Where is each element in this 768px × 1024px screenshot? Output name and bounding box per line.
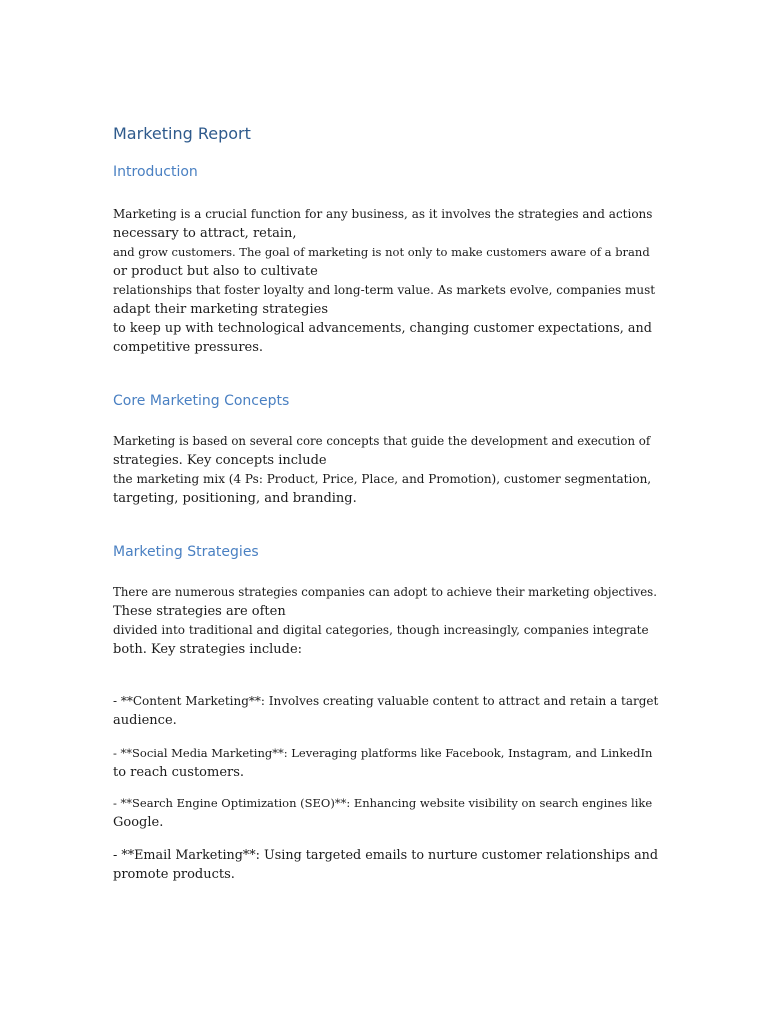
paragraph-line: strategies. Key concepts include (113, 453, 327, 468)
paragraph-line: competitive pressures. (113, 340, 264, 355)
paragraph-line: the marketing mix (4 Ps: Product, Price, Place, and Promotion), customer segmentation, (113, 472, 652, 486)
paragraph-line: both. Key strategies include: (113, 642, 303, 657)
list-item-line: to reach customers. (113, 765, 245, 780)
list-item-line: - **Social Media Marketing**: Leveraging platforms like Facebook, Instagram, and LinkedIn (113, 746, 653, 760)
list-item-seo (113, 794, 658, 832)
paragraph-line: relationships that foster loyalty and long-term value. As markets evolve, companies must (113, 283, 656, 297)
paragraph-line: to keep up with technological advancements, changing customer expectations, and (113, 321, 652, 336)
list-item-line: audience. (113, 713, 177, 728)
paragraph-line: These strategies are often (113, 604, 286, 619)
paragraph-line: or product but also to cultivate (113, 264, 318, 279)
paragraph-marketing-strategies (113, 583, 658, 659)
list-item-email-marketing (113, 846, 658, 884)
list-item-social-media-marketing (113, 744, 658, 782)
paragraph-line: Marketing is a crucial function for any business, as it involves the strategies and actions (113, 207, 653, 221)
paragraph-line: necessary to attract, retain, (113, 226, 297, 241)
list-item-line: - **Content Marketing**: Involves creating valuable content to attract and retain a target (113, 694, 659, 708)
paragraph-line: There are numerous strategies companies can adopt to achieve their marketing objectives. (113, 585, 657, 599)
paragraph-line: adapt their marketing strategies (113, 302, 328, 317)
paragraph-introduction (113, 205, 658, 357)
heading-marketing-strategies: Marketing Strategies (113, 544, 259, 560)
list-item-line: - **Email Marketing**: Using targeted emails to nurture customer relationships and (113, 848, 659, 863)
heading-core-marketing-concepts: Core Marketing Concepts (113, 393, 290, 409)
paragraph-line: and grow customers. The goal of marketing is not only to make customers aware of a brand (113, 245, 650, 259)
heading-introduction: Introduction (113, 164, 198, 180)
paragraph-line: targeting, positioning, and branding. (113, 491, 357, 506)
list-item-line: - **Search Engine Optimization (SEO)**: Enhancing website visibility on search engines like (113, 796, 653, 810)
list-item-content-marketing (113, 692, 658, 730)
document-title: Marketing Report (113, 124, 251, 143)
list-item-line: promote products. (113, 867, 235, 882)
paragraph-line: Marketing is based on several core concepts that guide the development and execution of (113, 434, 651, 448)
list-item-line: Google. (113, 815, 164, 830)
paragraph-line: divided into traditional and digital categories, though increasingly, companies integrate (113, 623, 649, 637)
paragraph-core-marketing-concepts (113, 432, 658, 508)
